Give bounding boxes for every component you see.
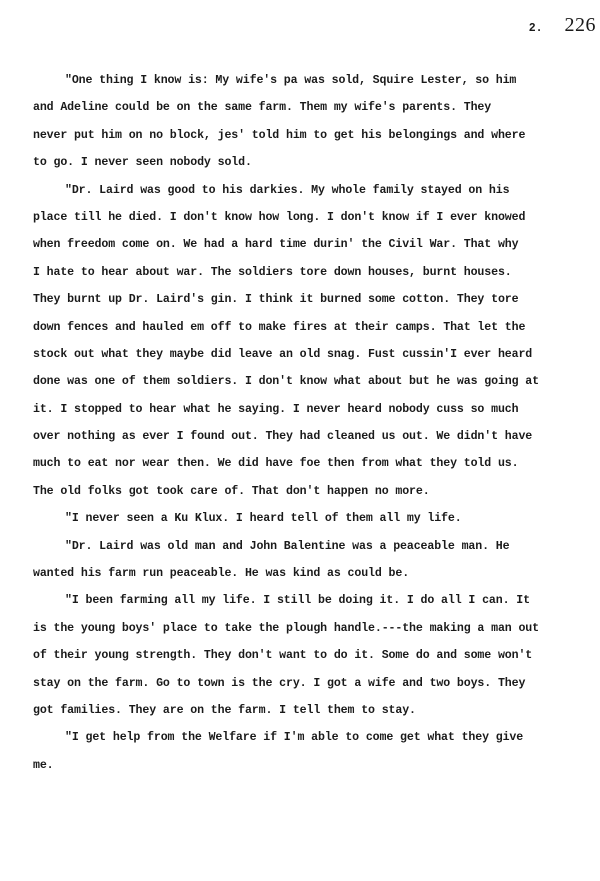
- text-line: stay on the farm. Go to town is the cry. I got a wife and two boys. They: [33, 676, 526, 690]
- text-line: They burnt up Dr. Laird's gin. I think it burned some cotton. They tore: [33, 293, 519, 307]
- text-line: and Adeline could be on the same farm. Them my wife's parents. They: [33, 101, 492, 115]
- text-line: "I been farming all my life. I still be doing it. I do all I can. It: [65, 594, 530, 608]
- text-line: me.: [33, 758, 54, 772]
- text-line: I hate to hear about war. The soldiers tore down houses, burnt houses.: [33, 265, 512, 279]
- text-line: of their young strength. They don't want to do it. Some do and some won't: [33, 649, 533, 663]
- text-line: got families. They are on the farm. I tell them to stay.: [33, 703, 416, 717]
- text-line: never put him on no block, jes' told him to get his belongings and where: [33, 128, 526, 142]
- text-line: "One thing I know is: My wife's pa was sold, Squire Lester, so him: [65, 74, 517, 87]
- text-line: "I get help from the Welfare if I'm able to come get what they give: [65, 731, 524, 745]
- text-line: to go. I never seen nobody sold.: [33, 156, 252, 170]
- text-line: stock out what they maybe did leave an old snag. Fust cussin'I ever heard: [33, 347, 533, 361]
- text-line: The old folks got took care of. That don't happen no more.: [33, 484, 430, 498]
- text-line: "Dr. Laird was old man and John Balentine was a peaceable man. He: [65, 539, 510, 553]
- text-line: done was one of them soldiers. I don't know what about but he was going at: [33, 375, 539, 389]
- text-line: wanted his farm run peaceable. He was kind as could be.: [33, 567, 410, 581]
- text-line: is the young boys' place to take the plough handle.---the making a man out: [33, 621, 539, 635]
- text-line: "Dr. Laird was good to his darkies. My whole family stayed on his: [65, 183, 510, 197]
- page-header: [529, 14, 596, 40]
- text-line: down fences and hauled em off to make fires at their camps. That let the: [33, 320, 526, 334]
- section-number: 2.: [528, 22, 543, 35]
- page-number-stamp: 226: [564, 14, 596, 36]
- text-line: over nothing as ever I found out. They had cleaned us out. We didn't have: [33, 430, 533, 444]
- transcript-body: [33, 67, 553, 779]
- text-line: place till he died. I don't know how long. I don't know if I ever knowed: [33, 210, 526, 224]
- text-line: "I never seen a Ku Klux. I heard tell of them all my life.: [65, 512, 462, 526]
- text-line: it. I stopped to hear what he saying. I never heard nobody cuss so much: [33, 402, 519, 416]
- text-line: much to eat nor wear then. We did have foe then from what they told us.: [33, 457, 519, 471]
- text-line: when freedom come on. We had a hard time durin' the Civil War. That why: [33, 238, 519, 252]
